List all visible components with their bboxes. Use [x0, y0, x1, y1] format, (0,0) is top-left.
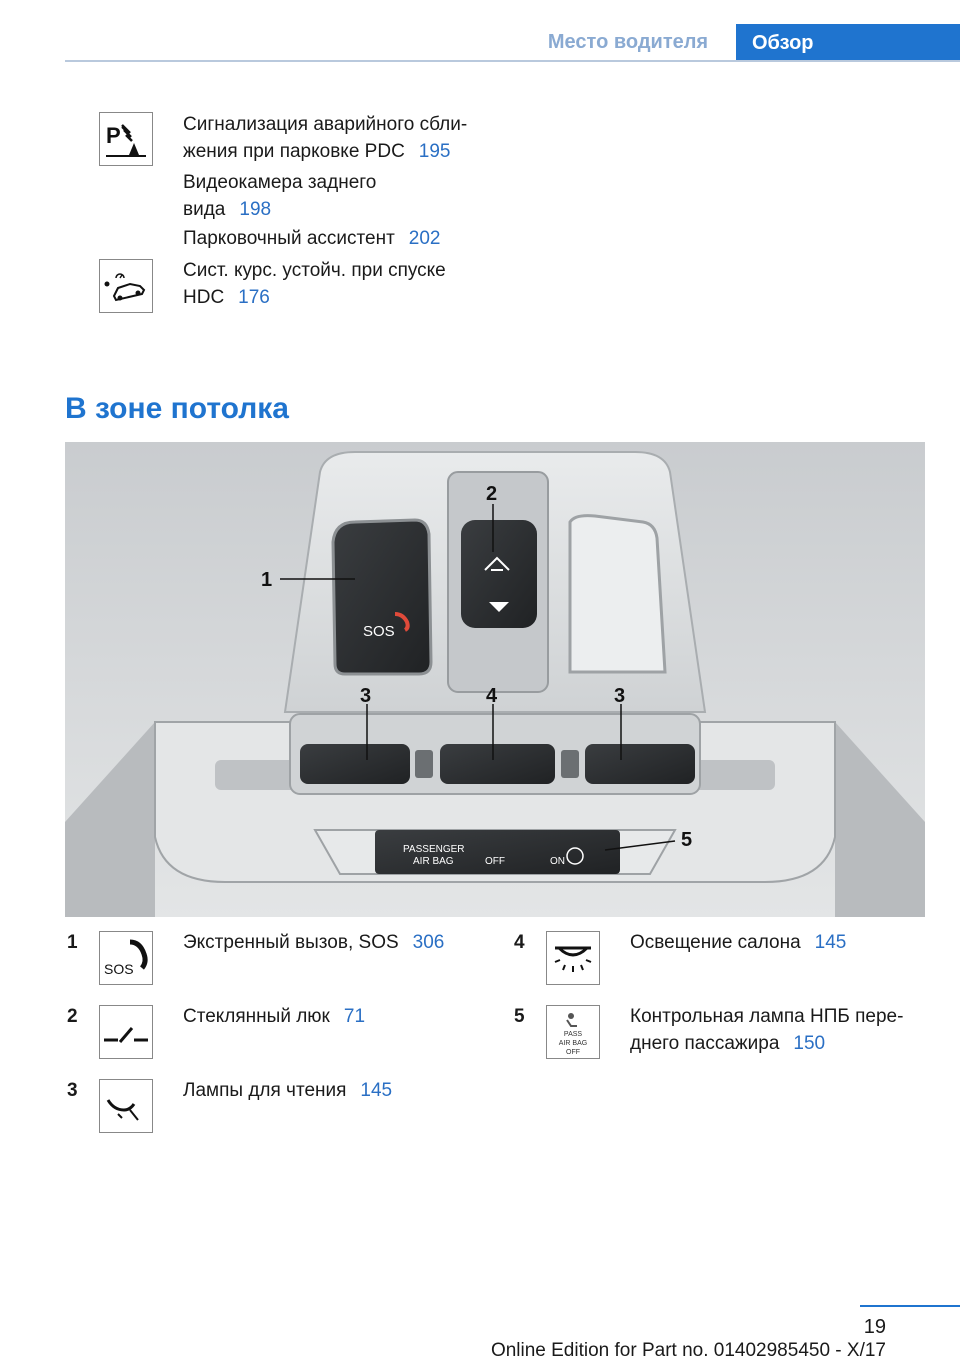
callout-3-left: 3 — [360, 685, 372, 707]
page-ref[interactable]: 150 — [793, 1033, 826, 1054]
pdc-text: Сигнализация аварийного сбли- жения при парковке PDC 195 — [183, 114, 468, 162]
legend-number: 3 — [67, 1080, 78, 1101]
edition-note: Online Edition for Part no. 01402985450 - X/17 — [490, 1340, 886, 1361]
legend-number: 2 — [67, 1006, 78, 1027]
page-ref[interactable]: 71 — [343, 1006, 366, 1027]
svg-text:P: P — [106, 123, 121, 148]
glass-roof-icon — [99, 1005, 153, 1059]
legend-text: Стеклянный люк 71 — [183, 1006, 366, 1027]
pdc-icon — [99, 112, 153, 166]
legend-text: Освещение салона 145 — [630, 932, 847, 953]
header-tab-overview: Обзор — [736, 24, 960, 62]
svg-text:SOS: SOS — [104, 961, 134, 977]
callout-2: 2 — [486, 483, 498, 505]
page-ref[interactable]: 202 — [408, 228, 441, 249]
reading-lamp-icon — [99, 1079, 153, 1133]
legend-text: Контрольная лампа НПБ пере- днего пассажира 150 — [630, 1006, 904, 1054]
legend-number: 1 — [67, 932, 78, 953]
interior-light-icon — [546, 931, 600, 985]
callout-1: 1 — [261, 569, 273, 591]
page-ref[interactable]: 145 — [360, 1080, 393, 1101]
page-ref[interactable]: 145 — [814, 932, 847, 953]
on-label: ON — [550, 856, 565, 867]
passenger-label: PASSENGER — [403, 844, 465, 855]
legend-number: 4 — [514, 932, 525, 953]
passenger-airbag-off-icon — [546, 1005, 600, 1059]
legend-text: Экстренный вызов, SOS 306 — [183, 932, 445, 953]
page-number: 19 — [863, 1316, 886, 1338]
legend-text: Лампы для чтения 145 — [183, 1080, 393, 1101]
callout-3-right: 3 — [614, 685, 626, 707]
header-section-title: Место водителя — [547, 31, 709, 53]
header-rule — [65, 60, 960, 62]
svg-text:AIR BAG: AIR BAG — [558, 1040, 588, 1047]
airbag-label: AIR BAG — [413, 856, 454, 867]
callout-5: 5 — [681, 829, 693, 851]
legend-number: 5 — [514, 1006, 525, 1027]
page-ref[interactable]: 198 — [239, 199, 272, 220]
sos-label: SOS — [363, 623, 395, 640]
page-ref[interactable]: 176 — [238, 287, 270, 308]
off-label: OFF — [485, 856, 505, 867]
callout-4: 4 — [486, 685, 498, 707]
footer-rule — [860, 1305, 960, 1307]
overhead-console-photo — [65, 442, 925, 917]
svg-text:OFF: OFF — [566, 1049, 580, 1056]
parking-assistant-text: Парковочный ассистент 202 — [183, 228, 441, 249]
page-ref[interactable]: 195 — [418, 141, 451, 162]
page-ref[interactable]: 306 — [412, 932, 445, 953]
svg-text:PASS: PASS — [563, 1031, 583, 1038]
sos-call-icon — [99, 931, 153, 985]
hdc-text: Сист. курс. устойч. при спуске HDC 176 — [183, 260, 446, 308]
section-heading: В зоне потолка — [65, 392, 289, 425]
hdc-icon — [99, 259, 153, 313]
rear-camera-text: Видеокамера заднего вида 198 — [183, 172, 377, 220]
